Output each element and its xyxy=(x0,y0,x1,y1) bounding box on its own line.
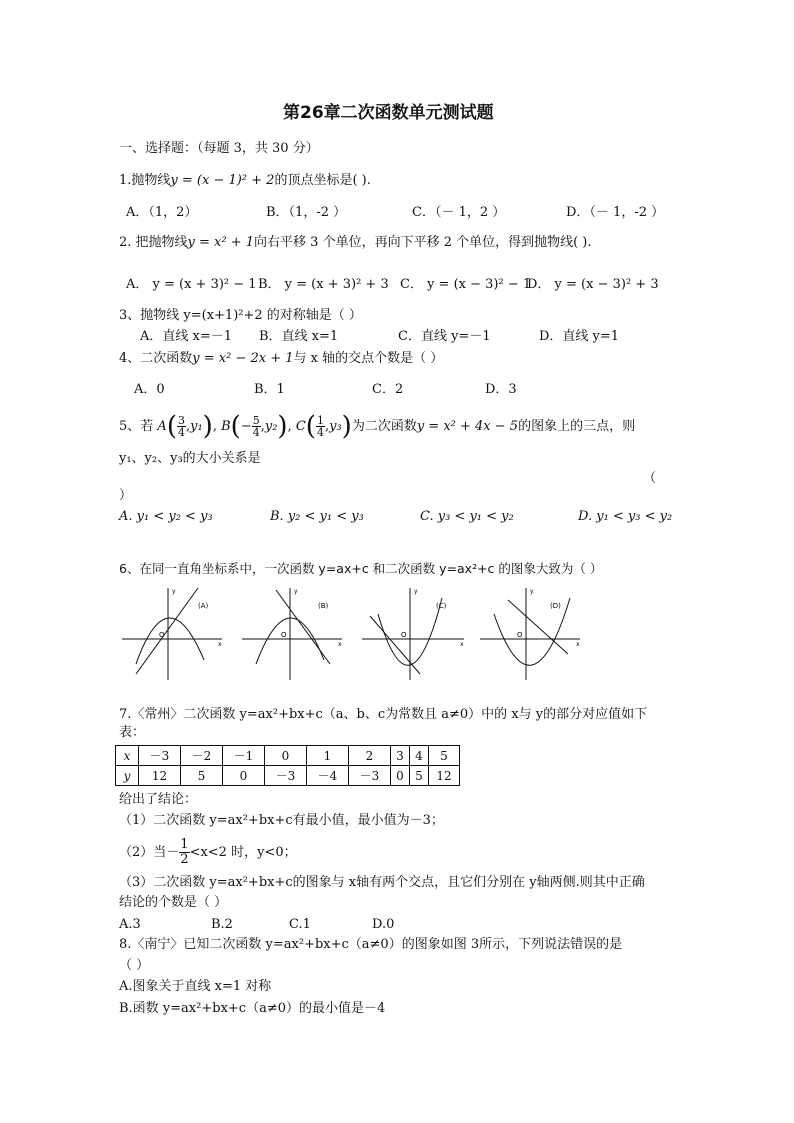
q7-table-cell: 2 xyxy=(349,746,391,766)
q3-option-a[interactable]: A．直线 x=－1 xyxy=(140,329,233,344)
page-title: 第26章二次函数单元测试题 xyxy=(283,103,494,123)
q6-graph-a-origin: O xyxy=(159,631,165,639)
q6-graph-c-line xyxy=(370,616,420,674)
q4-option-a[interactable]: A．0 xyxy=(134,382,165,397)
q6-graph-b[interactable] xyxy=(242,588,342,680)
q5-stem-b: 为二次函数 xyxy=(351,419,417,434)
q4-option-c[interactable]: C．2 xyxy=(372,382,404,397)
q7-c2-frac xyxy=(179,838,189,867)
q7-c2-num: 1 xyxy=(180,837,189,852)
q7-conclusion-2 xyxy=(119,838,297,867)
q4-stem-b: 与 x 轴的交点个数是（ ） xyxy=(293,351,444,366)
q6-graph-b-label: (B) xyxy=(318,602,329,610)
q5-frac-b xyxy=(252,415,261,438)
q3-option-c[interactable]: C．直线 y=－1 xyxy=(398,329,491,344)
q7-table-header-y: y xyxy=(116,766,139,786)
q7-given: 给出了结论： xyxy=(119,792,198,807)
q7-table-cell: －3 xyxy=(349,766,391,786)
question-7-stem-line-1: 7.〈常州〉二次函数 y=ax²+bx+c（a、b、c为常数且 a≠0）中的 x与 y的部分对应值如下 xyxy=(119,707,648,722)
q6-graph-a[interactable] xyxy=(122,588,222,680)
q5-point-a-name: A xyxy=(157,419,167,434)
q6-graph-c-origin: O xyxy=(401,631,407,639)
q5-point-c-name: C xyxy=(295,419,306,434)
q6-graph-a-xlabel: x xyxy=(218,641,222,648)
q5-frac-b-sign: − xyxy=(240,419,252,434)
q1-option-d[interactable]: D．（－ 1，-2 ） xyxy=(566,205,665,220)
q5-frac-c-den: 4 xyxy=(316,426,324,439)
question-5-stem: 5、若 A( $\frac{3}{4}$ ,y₁), B(− $\frac{5}{4}$ ,y₂), C( $\frac{1}{4}$ ,y₃)为二次函数y = x² + 4x − 5的图象上的三点，则 xyxy=(119,411,636,442)
q7-table-cell: 3 xyxy=(391,746,410,766)
q6-graph-b-xlabel: x xyxy=(338,641,342,648)
q1-expression: y = (x − 1)² + 2 xyxy=(170,173,275,188)
q5-stem-c: 的图象上的三点，则 xyxy=(518,419,636,434)
q6-graph-c-ylabel: y xyxy=(414,588,418,595)
q7-table-cell: 4 xyxy=(410,746,429,766)
q4-option-b[interactable]: B．1 xyxy=(254,382,285,397)
q7-table-cell: －3 xyxy=(139,746,181,766)
q6-graph-d-ylabel: y xyxy=(530,588,534,595)
q7-value-table xyxy=(115,745,460,786)
q6-graph-b-origin: O xyxy=(281,631,287,639)
q5-point-b: B(− $\frac{5}{4}$ ,y₂) xyxy=(221,411,288,442)
q5-option-c[interactable]: C. y₃ < y₁ < y₂ xyxy=(420,509,514,524)
q1-option-b[interactable]: B．（1，-2 ） xyxy=(266,205,347,220)
q5-option-a[interactable]: A. y₁ < y₂ < y₃ xyxy=(119,509,213,524)
q5-paren-open: （ xyxy=(643,471,657,486)
q7-table-cell: 1 xyxy=(307,746,349,766)
q6-graph-c-label: (C) xyxy=(436,602,447,610)
q5-frac-b-num: 5 xyxy=(252,414,260,427)
q5-option-b[interactable]: B. y₂ < y₁ < y₃ xyxy=(270,509,364,524)
q6-graph-d-label: (D) xyxy=(550,602,561,610)
q6-graphs xyxy=(118,584,593,684)
q2-option-b[interactable]: B． y = (x + 3)² + 3 xyxy=(258,277,389,292)
q6-graph-d-origin: O xyxy=(517,631,523,639)
q5-stem-a: 5、若 xyxy=(119,419,154,434)
q6-graph-a-ylabel: y xyxy=(172,588,176,595)
q7-conclusion-3-line-1: （3）二次函数 y=ax²+bx+c的图象与 x轴有两个交点，且它们分别在 y轴两侧.则其中正确 xyxy=(119,875,645,890)
q6-graph-d-xlabel: x xyxy=(576,641,580,648)
q7-table-cell: 0 xyxy=(391,766,410,786)
question-8-stem-line-1: 8.〈南宁〉已知二次函数 y=ax²+bx+c（a≠0）的图象如图 3所示，下列说法错误的是 xyxy=(119,937,623,952)
q7-option-d[interactable]: D.0 xyxy=(372,917,395,932)
q7-table-cell: 5 xyxy=(181,766,223,786)
q6-graph-d[interactable] xyxy=(480,588,580,680)
q5-frac-a-num: 3 xyxy=(177,414,185,427)
q5-y2: y₂ xyxy=(264,419,278,434)
q7-table-cell: －2 xyxy=(181,746,223,766)
q7-table-cell: 0 xyxy=(223,766,265,786)
q2-stem-b: 向右平移 3 个单位，再向下平移 2 个单位，得到抛物线( ). xyxy=(254,235,592,250)
q1-stem-b: 的顶点坐标是( ). xyxy=(274,173,371,188)
q5-y1: y₁ xyxy=(190,419,203,434)
q3-option-b[interactable]: B．直线 x=1 xyxy=(259,329,339,344)
q5-point-c: C( $\frac{1}{4}$ ,y₃) xyxy=(295,411,352,442)
q7-c2-b: <x<2 时，y<0； xyxy=(189,845,297,860)
q5-expression: y = x² + 4x − 5 xyxy=(416,419,519,434)
q7-table-cell: －3 xyxy=(265,766,307,786)
q7-table-cell: 12 xyxy=(429,766,460,786)
q7-table-header-x: x xyxy=(116,746,139,766)
q5-y3: y₃ xyxy=(329,419,342,434)
q5-frac-c xyxy=(316,415,325,438)
q7-table-cell: 12 xyxy=(139,766,181,786)
q7-c2-den: 2 xyxy=(180,852,189,867)
q5-frac-b-den: 4 xyxy=(252,426,260,439)
q7-c2-a: （2）当－ xyxy=(119,845,180,860)
question-6-stem: 6、在同一直角坐标系中，一次函数 y=ax+c 和二次函数 y=ax²+c 的图象大致为（ ） xyxy=(119,561,603,576)
q4-option-d[interactable]: D．3 xyxy=(485,382,517,397)
section-heading: 一、选择题：（每题 3，共 30 分） xyxy=(119,141,319,156)
q6-graph-a-label: (A) xyxy=(198,602,209,610)
q5-paren-close: ） xyxy=(119,488,133,503)
question-8-stem-line-2: （ ） xyxy=(119,958,150,973)
question-7-stem-line-2: 表： xyxy=(119,725,146,740)
q7-table-cell: 0 xyxy=(265,746,307,766)
q2-expression: y = x² + 1 xyxy=(187,235,255,250)
q7-table-cell: 5 xyxy=(410,766,429,786)
q7-option-b[interactable]: B.2 xyxy=(211,917,233,932)
q6-graph-c[interactable] xyxy=(362,588,464,680)
q7-conclusion-3-line-2: 结论的个数是（ ） xyxy=(119,895,228,910)
q8-option-a[interactable]: A.图象关于直线 x=1 对称 xyxy=(119,979,272,994)
q7-option-c[interactable]: C.1 xyxy=(289,917,311,932)
q5-point-a: A( $\frac{3}{4}$ ,y₁) xyxy=(157,411,213,442)
q5-frac-a xyxy=(177,415,186,438)
q4-stem-a: 4、二次函数 xyxy=(119,351,193,366)
q4-expression: y = x² − 2x + 1 xyxy=(192,351,294,366)
question-1-stem xyxy=(119,172,371,190)
question-3-stem: 3、抛物线 y=(x+1)²+2 的对称轴是（ ） xyxy=(119,308,362,323)
q1-stem-a: 1.抛物线 xyxy=(119,173,171,188)
question-4-stem xyxy=(119,350,443,368)
q1-option-a[interactable]: A．（1，2） xyxy=(126,205,198,220)
q6-graph-c-xlabel: x xyxy=(460,641,464,648)
q7-conclusion-1: （1）二次函数 y=ax²+bx+c有最小值，最小值为－3； xyxy=(119,813,444,828)
q5-frac-c-num: 1 xyxy=(316,414,324,427)
q2-option-a[interactable]: A． y = (x + 3)² − 1 xyxy=(126,277,257,292)
q5-frac-a-den: 4 xyxy=(177,426,185,439)
q2-option-c[interactable]: C． y = (x − 3)² − 1 xyxy=(400,277,532,292)
q6-graph-a-parabola xyxy=(136,618,204,664)
q7-option-a[interactable]: A.3 xyxy=(119,917,141,932)
q7-table-row-x xyxy=(116,746,460,766)
q5-point-b-name: B xyxy=(221,419,231,434)
q7-table-cell: －4 xyxy=(307,766,349,786)
q6-graph-b-ylabel: y xyxy=(294,588,298,595)
q1-option-c[interactable]: C．（－ 1，2 ） xyxy=(412,205,506,220)
q2-stem-a: 2. 把抛物线 xyxy=(119,235,188,250)
q5-line-2: y₁、y₂、y₃的大小关系是 xyxy=(119,451,261,466)
q5-option-d[interactable]: D. y₁ < y₃ < y₂ xyxy=(578,509,673,524)
q3-option-d[interactable]: D．直线 y=1 xyxy=(539,329,620,344)
q7-table-row-y xyxy=(116,766,460,786)
q7-table-cell: 5 xyxy=(429,746,460,766)
q2-option-d[interactable]: D． y = (x − 3)² + 3 xyxy=(527,277,659,292)
question-2-stem xyxy=(119,234,592,252)
q7-table-cell: －1 xyxy=(223,746,265,766)
q8-option-b[interactable]: B.函数 y=ax²+bx+c（a≠0）的最小值是－4 xyxy=(119,1001,386,1016)
